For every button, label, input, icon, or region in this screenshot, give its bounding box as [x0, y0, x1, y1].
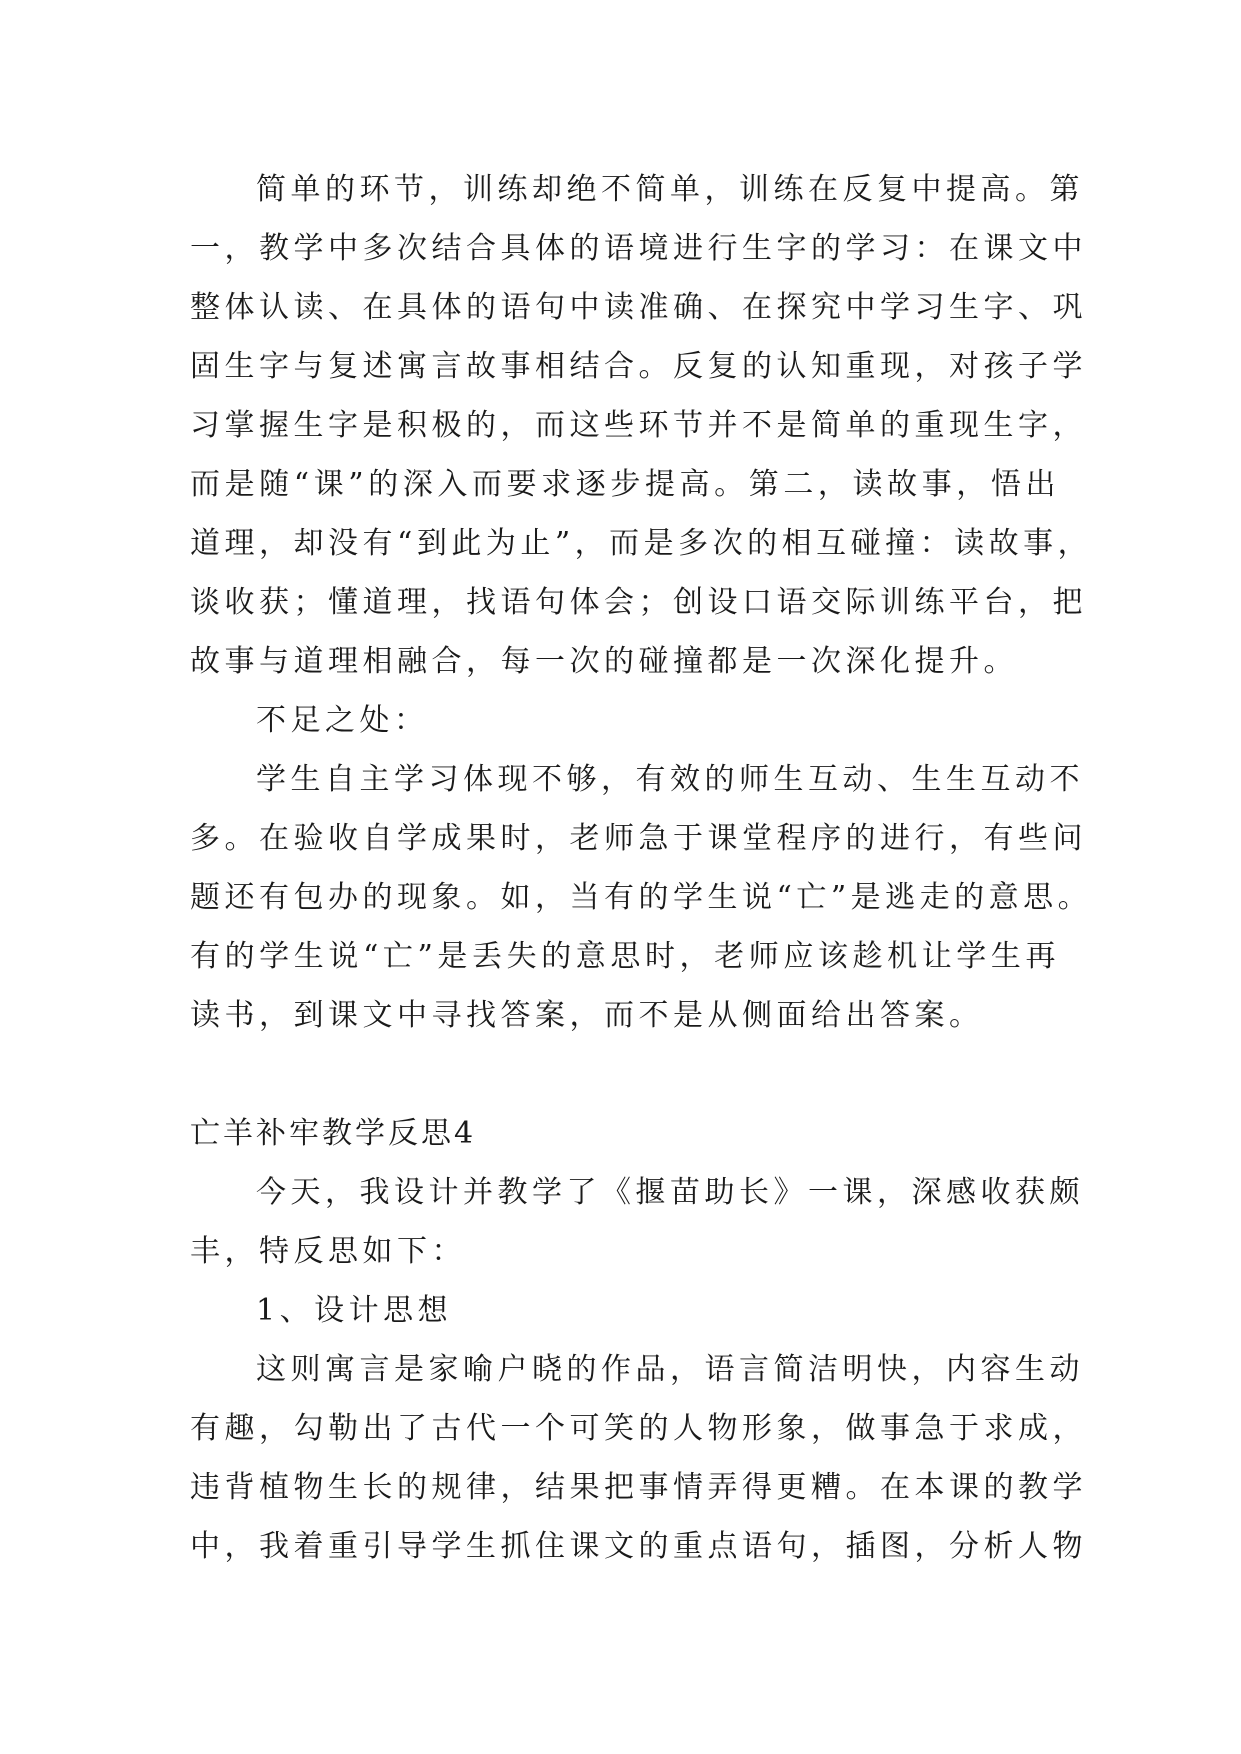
text-line: 而是随“课”的深入而要求逐步提高。第二，读故事，悟出: [190, 467, 1060, 502]
text-line: 题还有包办的现象。如，当有的学生说“亡”是逃走的意思。: [190, 880, 1093, 915]
document-body: [190, 160, 1093, 1576]
paragraph: [190, 1340, 1087, 1576]
section-label: 不足之处：: [256, 703, 429, 738]
text-line: 一，教学中多次结合具体的语境进行生字的学习：在课文中: [190, 231, 1087, 266]
text-line: 习掌握生字是积极的，而这些环节并不是简单的重现生字，: [190, 408, 1087, 443]
text-line: 简单的环节，训练却绝不简单，训练在反复中提高。第: [256, 172, 1084, 207]
section-gap: [190, 1045, 1060, 1104]
text-line: 学生自主学习体现不够，有效的师生互动、生生互动不: [256, 762, 1084, 797]
text-line: 这则寓言是家喻户晓的作品，语言简洁明快，内容生动: [256, 1352, 1084, 1387]
text-line: 有的学生说“亡”是丢失的意思时，老师应该趁机让学生再: [190, 939, 1060, 974]
section-title: 亡羊补牢教学反思4: [190, 1116, 477, 1151]
text-line: 多。在验收自学成果时，老师急于课堂程序的进行，有些问: [190, 821, 1087, 856]
text-line: 违背植物生长的规律，结果把事情弄得更糟。在本课的教学: [190, 1470, 1087, 1505]
paragraph: [190, 1163, 1084, 1281]
text-line: 固生字与复述寓言故事相结合。反复的认知重现，对孩子学: [190, 349, 1087, 384]
text-line: 今天，我设计并教学了《揠苗助长》一课，深感收获颇: [256, 1175, 1084, 1210]
text-line: 中，我着重引导学生抓住课文的重点语句，插图，分析人物: [190, 1529, 1087, 1564]
text-line: 谈收获；懂道理，找语句体会；创设口语交际训练平台，把: [190, 585, 1087, 620]
text-line: 有趣，勾勒出了古代一个可笑的人物形象，做事急于求成，: [190, 1411, 1087, 1446]
text-line: 故事与道理相融合，每一次的碰撞都是一次深化提升。: [190, 644, 1018, 679]
text-line: 整体认读、在具体的语句中读准确、在探究中学习生字、巩: [190, 290, 1087, 325]
text-line: 读书，到课文中寻找答案，而不是从侧面给出答案。: [190, 998, 984, 1033]
paragraph: [190, 750, 1093, 1045]
subheading: 1、设计思想: [256, 1293, 453, 1328]
text-line: 道理，却没有“到此为止”，而是多次的相互碰撞：读故事，: [190, 526, 1093, 561]
paragraph: [190, 160, 1093, 691]
text-line: 丰，特反思如下：: [190, 1234, 466, 1269]
